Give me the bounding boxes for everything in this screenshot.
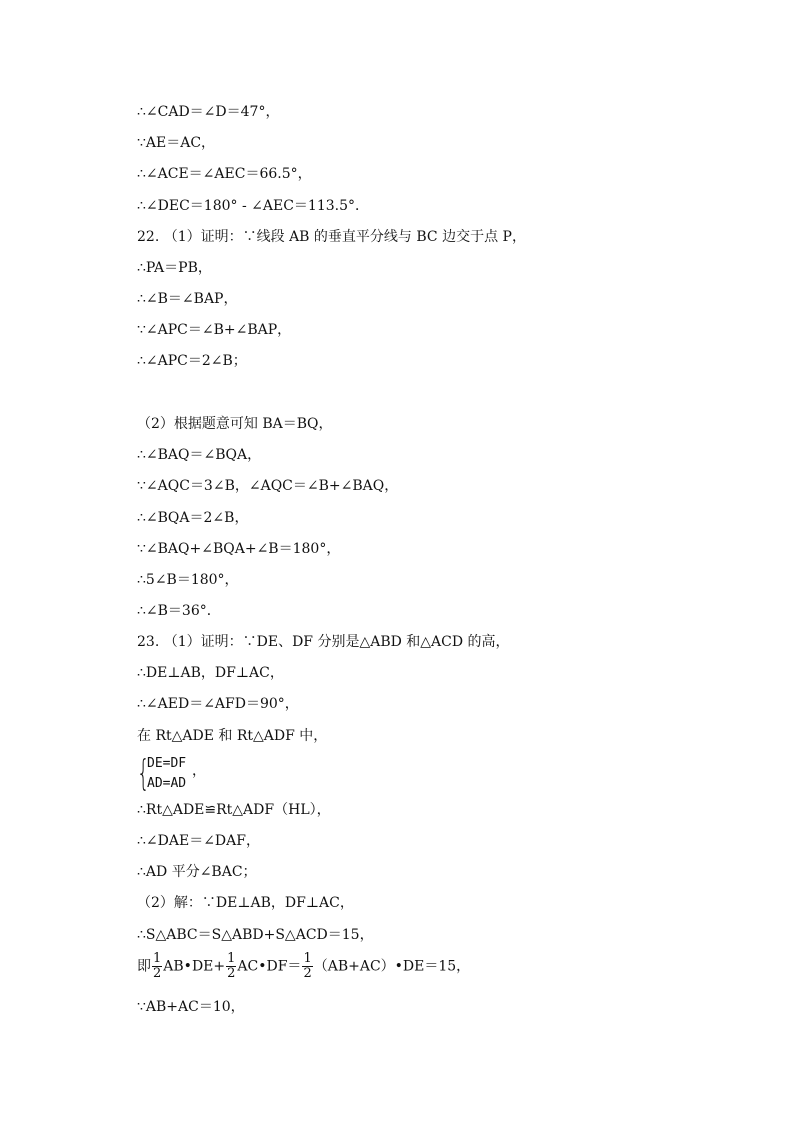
fraction-half [152, 952, 162, 981]
text-line: ∴PA＝PB， [137, 260, 212, 276]
problem-23-part2-heading: （2）解：∵DE⊥AB，DF⊥AC， [137, 895, 354, 911]
text-line: ∴∠ACE＝∠AEC＝66.5°， [137, 166, 312, 182]
fraction-numerator: 1 [153, 951, 162, 966]
text-line: ∴∠AED＝∠AFD＝90°， [137, 696, 299, 712]
text-line: ∴∠DAE＝∠DAF， [137, 833, 260, 849]
fraction-term-1: AB•DE+ [163, 958, 226, 975]
equation-2: AD=AD [147, 776, 187, 791]
fraction-half [302, 952, 312, 981]
system-comma: ， [192, 763, 206, 779]
fraction-denominator: 2 [227, 966, 236, 981]
fraction-numerator: 1 [303, 951, 312, 966]
text-line: ∴∠CAD＝∠D＝47°， [137, 104, 280, 120]
fraction-term-2: AC•DF＝ [237, 958, 302, 975]
problem-22-heading: 22. （1）证明：∵线段 AB 的垂直平分线与 BC 边交于点 P， [137, 229, 526, 245]
text-line: ∴∠BQA＝2∠B， [137, 510, 249, 526]
text-line: ∵∠AQC＝3∠B，∠AQC＝∠B+∠BAQ， [137, 478, 399, 494]
fraction-denominator: 2 [153, 966, 162, 981]
left-brace-symbol: { [137, 753, 150, 794]
fraction-equation-line [137, 952, 470, 988]
text-line: ∵∠BAQ+∠BQA+∠B＝180°， [137, 541, 341, 557]
text-line: ∴∠B＝∠BAP， [137, 291, 238, 307]
text-line: ∵AE＝AC， [137, 135, 216, 151]
fraction-denominator: 2 [303, 966, 312, 981]
text-line: ∵AB+AC＝10， [137, 999, 245, 1015]
text-line: ∴∠APC＝2∠B； [137, 353, 247, 369]
problem-22-part2-heading: （2）根据题意可知 BA＝BQ， [137, 416, 333, 432]
equation-system [137, 754, 257, 794]
text-line: ∵∠APC＝∠B+∠BAP， [137, 322, 292, 338]
text-line: ∴Rt△ADE≌Rt△ADF（HL）， [137, 802, 331, 818]
text-line: ∴S△ABC＝S△ABD+S△ACD＝15， [137, 927, 374, 943]
text-line: ∴DE⊥AB，DF⊥AC， [137, 665, 284, 681]
problem-23-heading: 23. （1）证明：∵DE、DF 分别是△ABD 和△ACD 的高， [137, 634, 510, 650]
fraction-half [226, 952, 236, 981]
text-line: ∴∠BAQ＝∠BQA， [137, 447, 262, 463]
equation-1: DE=DF [147, 756, 187, 771]
fraction-numerator: 1 [227, 951, 236, 966]
text-line: ∴5∠B＝180°， [137, 572, 239, 588]
text-line: 在 Rt△ADE 和 Rt△ADF 中， [137, 728, 328, 744]
fraction-prefix: 即 [137, 958, 151, 975]
fraction-term-3: （AB+AC）•DE＝15， [313, 958, 471, 975]
text-line: ∴AD 平分∠BAC； [137, 864, 257, 880]
text-line: ∴∠B＝36°． [137, 603, 221, 619]
text-line: ∴∠DEC＝180° - ∠AEC＝113.5°． [137, 198, 369, 214]
